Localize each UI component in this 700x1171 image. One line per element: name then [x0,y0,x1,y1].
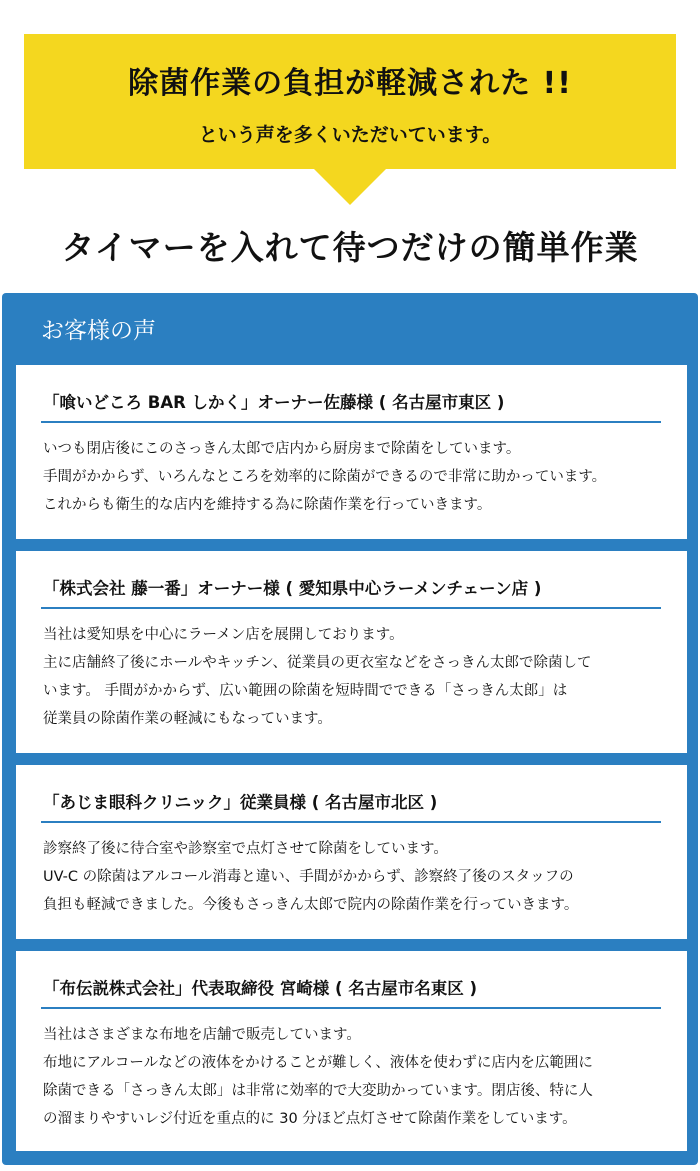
testimonial-title: 「株式会社 藤一番」オーナー様 ( 愛知県中心ラーメンチェーン店 ) [43,579,542,598]
testimonial-title: 「喰いどころ BAR しかく」オーナー佐藤様 ( 名古屋市東区 ) [43,393,505,412]
divider [41,607,661,609]
testimonial-line: 当社はさまざまな布地を店舗で販売しています。 [43,1027,361,1043]
testimonial-card [16,765,687,939]
testimonial-line: 除菌できる「さっきん太郎」は非常に効率的で大変助かっています。閉店後、特に人 [43,1083,593,1099]
banner-arrow-icon [314,169,386,205]
testimonial-line: 従業員の除菌作業の軽減にもなっています。 [43,711,332,727]
testimonial-line: いつも閉店後にこのさっきん太郎で店内から厨房まで除菌をしています。 [43,441,521,457]
headline-banner [24,34,676,169]
testimonial-line: これからも衛生的な店内を維持する為に除菌作業を行っていきます。 [43,497,492,513]
testimonial-line: の溜まりやすいレジ付近を重点的に 30 分ほど点灯させて除菌作業をしています。 [43,1111,577,1127]
testimonial-card [16,365,687,539]
divider [41,1007,661,1009]
testimonial-line: 手間がかからず、いろんなところを効率的に除菌ができるので非常に助かっています。 [43,469,607,485]
testimonial-line: 診察終了後に待合室や診察室で点灯させて除菌をしています。 [43,841,448,857]
testimonial-line: います。 手間がかからず、広い範囲の除菌を短時間でできる「さっきん太郎」は [43,683,568,699]
testimonial-line: UV-C の除菌はアルコール消毒と違い、手間がかからず、診察終了後のスタッフの [43,869,574,885]
section-title: お客様の声 [41,318,156,344]
testimonial-body [43,621,673,733]
testimonial-title: 「あじま眼科クリニック」従業員様 ( 名古屋市北区 ) [43,793,438,812]
testimonial-card [16,551,687,753]
divider [41,821,661,823]
testimonial-body [43,1021,673,1133]
customer-voices-section [2,293,698,1165]
testimonial-title: 「布伝説株式会社」代表取締役 宮崎様 ( 名古屋市名東区 ) [43,979,478,998]
testimonial-line: 負担も軽減できました。今後もさっきん太郎で院内の除菌作業を行っていきます。 [43,897,579,913]
testimonial-line: 主に店舗終了後にホールやキッチン、従業員の更衣室などをさっきん太郎で除菌して [43,655,592,671]
divider [41,421,661,423]
banner-title: 除菌作業の負担が軽減された !! [128,66,572,101]
banner-subtitle: という声を多くいただいています。 [198,124,502,146]
testimonial-line: 布地にアルコールなどの液体をかけることが難しく、液体を使わずに店内を広範囲に [43,1055,593,1071]
page-headline: タイマーを入れて待つだけの簡単作業 [61,228,639,267]
testimonial-line: 当社は愛知県を中心にラーメン店を展開しております。 [43,627,404,643]
testimonial-body [43,435,673,519]
testimonial-card [16,951,687,1151]
testimonial-body [43,835,673,919]
